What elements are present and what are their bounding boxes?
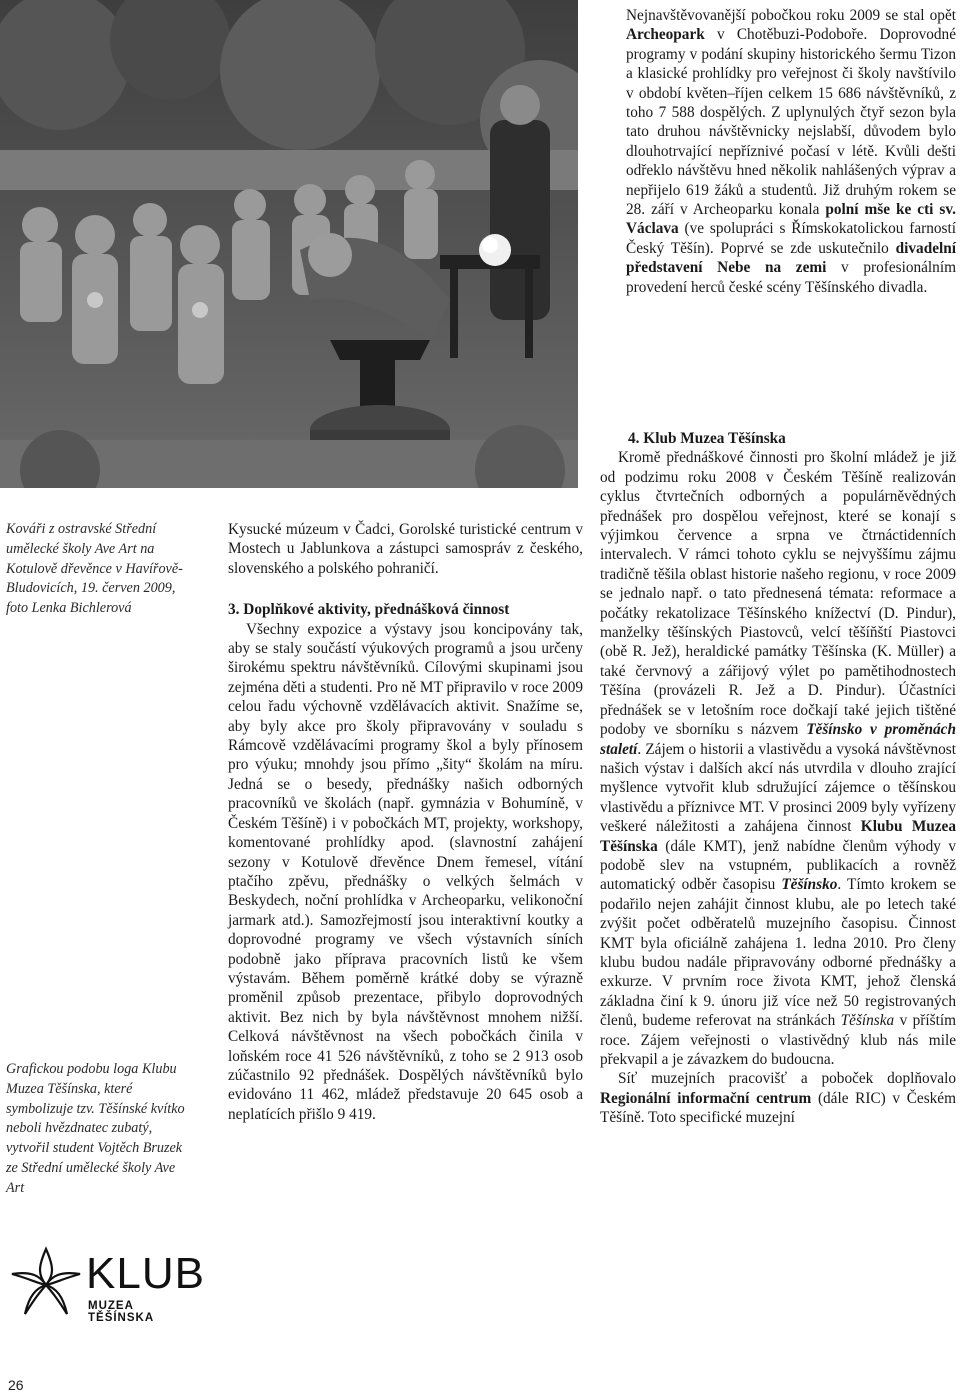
logo-word: KLUB (86, 1249, 205, 1298)
text-run: (dále KMT), jenž nabídne členům výhody v podobě slev na vstupném, publikacích a rovněž automatický odběr časopisu (600, 837, 956, 894)
bold-text-run: Těšínsko (781, 876, 838, 894)
text-run: v příštím roce. Zájem veřejnosti o vlastivědný klub nás mile překvapil a je závazkem do budoucna. (600, 1012, 957, 1068)
bold-text-run: Archeopark (626, 26, 705, 44)
logo-caption: Grafickou podobu loga Klubu Muzea Těšínska, které symbolizuje tzv. Těšínské kvítko neboli hvězdnatec zubatý, vytvořil student Vojtěch Bruzek ze Střední umělecké školy Ave Art (6, 1061, 185, 1196)
photo-caption: Kováři z ostravské Střední umělecké školy Ave Art na Kotulově dřevěnce v Havířově-Bludovicích, 19. červen 2009, foto Lenka Bichlerová (6, 521, 183, 617)
ric-paragraph (600, 1069, 956, 1127)
text-run: (dále RIC) v Českém Těšíně. Toto specifické muzejní (600, 1089, 956, 1127)
section-3-heading: 3. Doplňkové aktivity, přednášková činnost (228, 601, 510, 619)
text-run: Kromě přednáškové činnosti pro školní mládež je již od podzimu roku 2008 v Českém Těšíně realizován cyklus čtvrtečních odborných a populárněvědných přednášek pro dospělou veřejnost, které se konají s výjimkou července a srpna ve čtrnáctidenních intervalech. V rámci tohoto cyklu se nejvyššímu zájmu tradičně těšila oblast historie našeho regionu, v roce 2009 se jednalo např. o tato přednesená témata: reformace a počátky rekatolizace Těšínského knížectví (D. Pindur), manželky těšínských Piastovců, velcí těšíňští Piastovci (obě R. Jež), heraldické památky Těšínska (K. Müller) a také červnový a zářijový výlet po pamětihodnostech Těšína (provázeli R. Jež a D. Pindur). Účastníci přednášek se v letošním roce dočkají také jejich tištěné podoby ve sborníku s názvem (600, 449, 956, 739)
section-4-heading: 4. Klub Muzea Těšínska (628, 430, 786, 447)
bold-text-run: divadelní představení Nebe na zemi (626, 239, 956, 277)
logo-subtitle: MUZEA TĚŠÍNSKA (88, 1300, 155, 1324)
text-run: v profesionálním provedení herců české scény Těšínského divadla. (626, 259, 956, 296)
page-number: 26 (8, 1377, 24, 1393)
klub-paragraph (600, 448, 956, 1069)
text-run: Síť muzejních pracovišť a poboček doplňovalo (618, 1070, 956, 1088)
right-column (600, 429, 956, 1128)
text-run: v Chotěbuzi-Podoboře. Doprovodné programy v podání skupiny historického šermu Tizon a klasické prohlídky pro veřejnost či školy navštívilo v období květen–říjen celkem 15 686 návštěvníků, z toho 7 588 dospělých. Z uplynulých čtyř sezon byla tato druhou návštěvnicky nejslabší, důvodem bylo dlouhotrvající nepříznivé počasí v létě. Kvůli dešti odřeklo návštěvu hned několik nahlášených výprav a nepřijelo 619 žáků a studentů. Již druhým rokem se 28. září v Archeoparku konala (626, 26, 956, 219)
klub-logo (6, 1245, 205, 1330)
section-3-body: Všechny expozice a výstavy jsou koncipovány tak, aby se staly součástí výukových programů a jsou určeny širokému spektru návštěvníků. Cílovými skupinami jsou zejména děti a studenti. Pro ně MT připravilo v roce 2009 celou řadu výchovně vzdělávacích aktivit. Snažíme se, aby byly akce pro školy připravovány v souladu s Rámcově vzdělávacími programy škol a byly přínosem pro výuku; mnohdy jsou přímo „šity“ školám na míru. Jedná se o besedy, přednášky našich odborných pracovníků ve školách (např. gymnázia v Bohumíně, v Českém Těšíně) i v pobočkách MT, projekty, workshopy, komentované prohlídky apod. (slavnostní zahájení sezony v Kotulově dřevěnce Dnem řemesel, vítání ptačího zpěvu, přednášky o velkých šelmách v Beskydech, noční prohlídka v Archeoparku, velikonoční jarmark atd.). Samozřejmostí jsou interaktivní koutky a doprovodné programy ve všech výstavních síních podobně jako příprava pracovních listů ke všem výstavám. Během poměrně krátké doby se výrazně proměnil způsob prezentace, přibylo doprovodných aktivit. Bez nich by byla návštěvnost mnohem nižší. Celková návštěvnost na všech pobočkách činila v loňském roce 41 526 návštěvníků, z toho se 2 913 osob zúčastnilo 92 přednášek. Dospělých návštěvníků bylo evidováno 11 462, mládež představuje 20 645 osob a neplatících přišlo 9 419. (228, 620, 583, 1123)
archeopark-paragraph (626, 6, 956, 297)
text-run: (ve spolupráci s Římskokatolickou farností Český Těšín). Poprvé se zde uskutečnilo (626, 220, 956, 257)
text-run: Těšínska (840, 1012, 895, 1030)
bold-text-run: Regionální informační centrum (600, 1089, 812, 1107)
middle-intro-paragraph: Kysucké múzeum v Čadci, Gorolské turistické centrum v Mostech u Jablunkova a zástupci samospráv z českého, slovenského a polského pohraničí. (228, 521, 583, 577)
text-run: . Tímto krokem se podařilo nejen zahájit činnost klubu, ale po letech také zvýšit počet odběratelů muzejního časopisu. Činnost KMT byla oficiálně zahájena 1. ledna 2010. Pro členy klubu budou nadále připravovány odborné přednášky a exkurze. V prvním roce života KMT, jehož členská základna činí k 9. únoru již více než 50 registrovaných členů, budeme referovat na stránkách (600, 876, 956, 1030)
bold-text-run: polní mše ke cti sv. Václava (626, 201, 956, 238)
photo-illustration (0, 0, 578, 488)
bold-text-run: Klubu Muzea Těšínska (600, 818, 956, 855)
text-run: . Zájem o historii a vlastivědu a vysoká návštěvnost našich výstav i dalších akcí nás utvrdila v dlouho zrající myšlence vytvořit klub sdružující zájemce o těšínskou vlastivědu a příznivce MT. V prosinci 2009 byly vyřízeny veškeré náležitosti a zahájena činnost (600, 740, 956, 836)
middle-column (228, 520, 583, 1124)
bold-text-run: Těšínsko v proměnách staletí (600, 721, 956, 758)
right-top-column (626, 6, 956, 297)
photo-blacksmith-demo (0, 0, 578, 488)
text-run: Nejnavštěvovanější pobočkou roku 2009 se stal opět (626, 7, 956, 24)
